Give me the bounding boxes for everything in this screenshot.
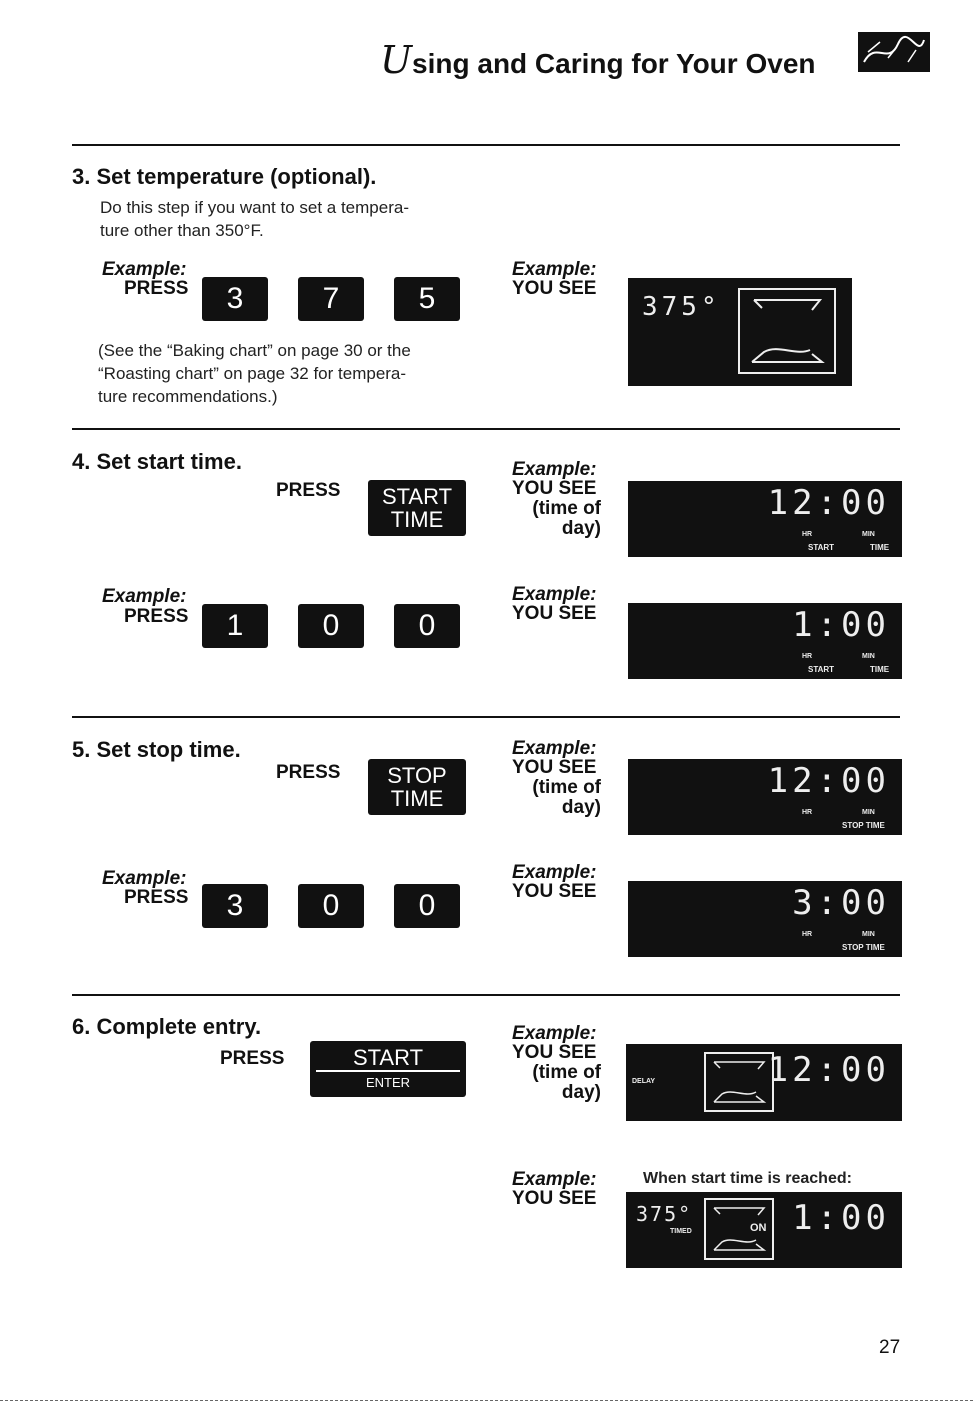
- display-temperature: 375°: [636, 1202, 693, 1226]
- step4-example-label: Example:: [102, 586, 187, 607]
- step3-description: [100, 196, 409, 242]
- time-of-day-label: (time of: [532, 498, 601, 519]
- display-time: 1:00: [792, 605, 890, 645]
- stop-time-button-line1: STOP: [387, 763, 447, 788]
- display-time: 3:00: [792, 883, 890, 923]
- start-indicator: START: [808, 665, 835, 674]
- step6-you-see-label-2: YOU SEE: [512, 1188, 597, 1209]
- step5-you-see-label-2: YOU SEE: [512, 881, 597, 902]
- step3-you-see-label: YOU SEE: [512, 278, 597, 299]
- step3-desc-line: Do this step if you want to set a tempera-: [100, 198, 409, 217]
- step4-you-see-label-2: YOU SEE: [512, 603, 597, 624]
- key-0-button[interactable]: 0: [298, 604, 364, 648]
- step3-note-line: “Roasting chart” on page 32 for tempera-: [98, 364, 407, 383]
- page-bottom-edge: [0, 1400, 973, 1401]
- display-time: 12:00: [767, 1050, 890, 1090]
- step3-desc-line: ture other than 350°F.: [100, 221, 264, 240]
- timed-indicator: TIMED: [670, 1228, 692, 1235]
- on-indicator: ON: [750, 1222, 767, 1234]
- step3-note-line: ture recommendations.): [98, 387, 278, 406]
- step6-display2-example-label: Example:: [512, 1169, 597, 1190]
- when-start-time-reached-caption: When start time is reached:: [643, 1170, 852, 1187]
- stop-time-button-line2: TIME: [390, 786, 444, 811]
- oven-cavity-icon: [738, 288, 836, 374]
- start-enter-button[interactable]: [310, 1041, 466, 1097]
- step4-press-label: PRESS: [276, 480, 341, 501]
- hr-indicator: HR: [802, 531, 813, 538]
- step6-title: 6. Complete entry.: [72, 1014, 262, 1039]
- step3-oven-display: [628, 278, 852, 386]
- key-7-button[interactable]: 7: [298, 277, 364, 321]
- display-temperature: 375°: [642, 292, 721, 322]
- step6-press-label: PRESS: [220, 1048, 285, 1069]
- step4-display2-example-label: Example:: [512, 584, 597, 605]
- divider-step5: [72, 716, 900, 718]
- step5-display-example-label: Example:: [512, 738, 597, 759]
- step5-display2-example-label: Example:: [512, 862, 597, 883]
- key-5-button[interactable]: 5: [394, 277, 460, 321]
- time-indicator: TIME: [870, 543, 890, 552]
- time-of-day-label: day): [561, 797, 601, 818]
- key-3-button[interactable]: 3: [202, 884, 268, 928]
- step5-title: 5. Set stop time.: [72, 737, 241, 762]
- start-enter-button-bottom: ENTER: [365, 1075, 411, 1090]
- step5-press-label-2: PRESS: [124, 887, 189, 908]
- hr-indicator: HR: [802, 653, 813, 660]
- time-of-day-label: (time of: [532, 1062, 601, 1083]
- start-enter-button-top: START: [352, 1045, 424, 1070]
- stop-time-button[interactable]: [368, 759, 466, 815]
- divider-step6: [72, 994, 900, 996]
- step5-display-2: [628, 881, 902, 957]
- header-title-text: sing and Caring for Your Oven: [412, 48, 816, 79]
- step4-display-2: [628, 603, 902, 679]
- min-indicator: MIN: [862, 531, 875, 538]
- stop-time-indicator: STOP TIME: [842, 943, 885, 952]
- step5-display-1: [628, 759, 902, 835]
- time-of-day-label: day): [561, 1082, 601, 1103]
- step3-note-line: (See the “Baking chart” on page 30 or the: [98, 341, 411, 360]
- divider-top: [72, 144, 900, 146]
- step4-you-see-label: YOU SEE: [512, 478, 597, 499]
- step3-title: 3. Set temperature (optional).: [72, 164, 377, 189]
- start-indicator: START: [808, 543, 835, 552]
- hr-indicator: HR: [802, 931, 813, 938]
- key-0-button[interactable]: 0: [394, 884, 460, 928]
- min-indicator: MIN: [862, 931, 875, 938]
- step5-press-label: PRESS: [276, 762, 341, 783]
- display-time: 12:00: [767, 761, 890, 801]
- time-of-day-label: day): [561, 518, 601, 539]
- step3-press-label: PRESS: [124, 278, 189, 299]
- step6-display-2: [626, 1192, 902, 1268]
- step3-display-example-label: Example:: [512, 259, 597, 280]
- page-number: 27: [879, 1337, 901, 1358]
- start-time-button-line1: START: [381, 484, 453, 509]
- step5-you-see-label: YOU SEE: [512, 757, 597, 778]
- hr-indicator: HR: [802, 809, 813, 816]
- step6-display-1: [626, 1044, 902, 1121]
- step5-example-label: Example:: [102, 868, 187, 889]
- step4-display-example-label: Example:: [512, 459, 597, 480]
- step4-display-1: [628, 481, 902, 557]
- key-3-button[interactable]: 3: [202, 277, 268, 321]
- start-time-button[interactable]: [368, 480, 466, 536]
- divider-step4: [72, 428, 900, 430]
- stop-time-indicator: STOP TIME: [842, 821, 885, 830]
- display-time: 1:00: [792, 1198, 890, 1238]
- header-script-initial: U: [380, 38, 413, 82]
- step6-display-example-label: Example:: [512, 1023, 597, 1044]
- min-indicator: MIN: [862, 809, 875, 816]
- page-header-title: [380, 38, 816, 82]
- step4-press-label-2: PRESS: [124, 606, 189, 627]
- time-indicator: TIME: [870, 665, 890, 674]
- step3-example-label: Example:: [102, 259, 187, 280]
- step6-you-see-label: YOU SEE: [512, 1042, 597, 1063]
- display-time: 12:00: [767, 483, 890, 523]
- key-1-button[interactable]: 1: [202, 604, 268, 648]
- key-0-button[interactable]: 0: [298, 884, 364, 928]
- step3-note: [98, 339, 411, 408]
- oven-logo-icon: [858, 32, 930, 72]
- min-indicator: MIN: [862, 653, 875, 660]
- time-of-day-label: (time of: [532, 777, 601, 798]
- key-0-button[interactable]: 0: [394, 604, 460, 648]
- step4-title: 4. Set start time.: [72, 449, 242, 474]
- oven-cavity-icon: [704, 1052, 774, 1112]
- start-time-button-line2: TIME: [390, 507, 444, 532]
- delay-indicator: DELAY: [632, 1078, 656, 1085]
